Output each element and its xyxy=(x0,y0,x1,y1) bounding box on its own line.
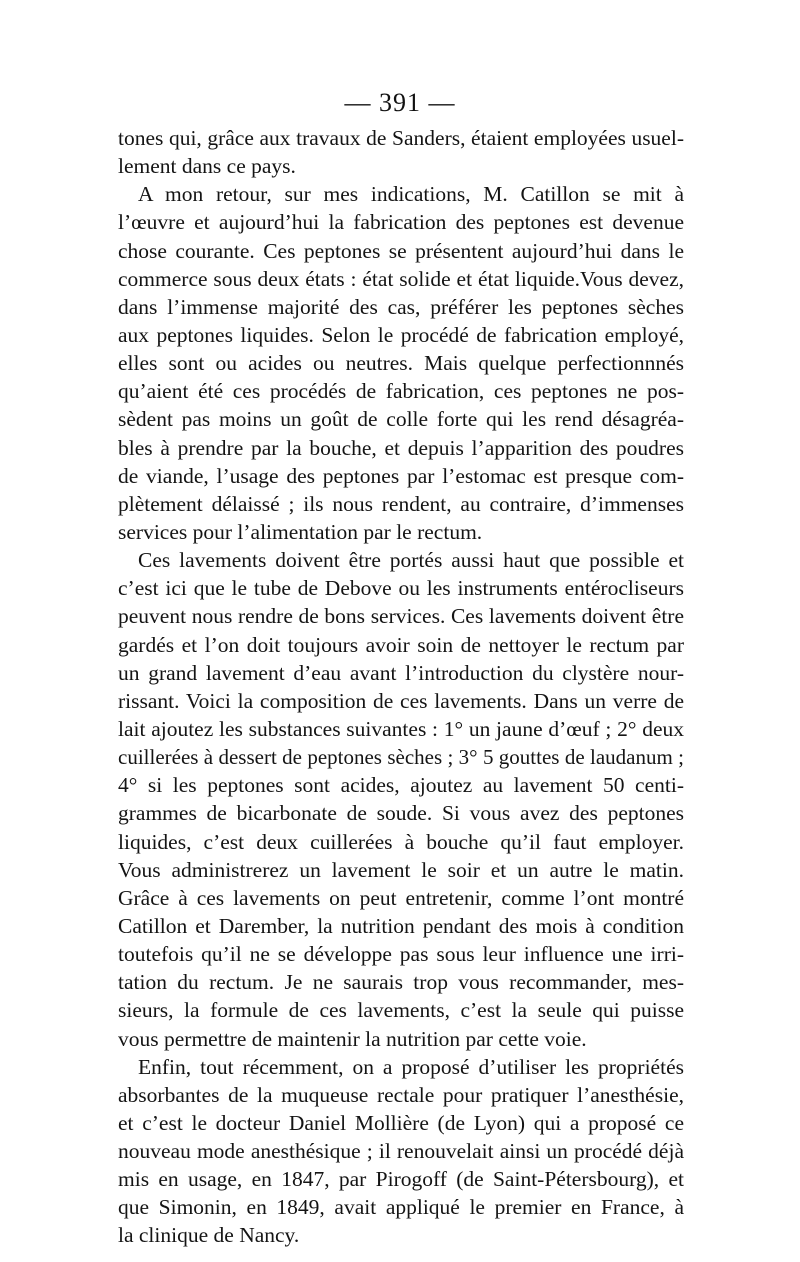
text-line: liquides, c’est deux cuillerées à bouche qu’il faut employer. xyxy=(118,829,684,854)
text-line: lement dans ce pays. xyxy=(118,154,296,179)
text-line: commerce sous deux états : état solide et état liquide.Vous devez, xyxy=(118,266,684,291)
text-line: bles à prendre par la bouche, et depuis l’apparition des poudres xyxy=(118,435,684,460)
text-line: un grand lavement d’eau avant l’introduction du clystère nour- xyxy=(118,660,684,685)
text-line: vous permettre de maintenir la nutrition par cette voie. xyxy=(118,1026,587,1051)
text-line: A mon retour, sur mes indications, M. Catillon se mit à xyxy=(138,182,684,207)
text-line: Ces lavements doivent être portés aussi haut que possible et xyxy=(138,548,684,573)
text-line: lait ajoutez les substances suivantes : 1° un jaune d’œuf ; 2° deux xyxy=(118,716,684,741)
text-line: dans l’immense majorité des cas, préférer les peptones sèches xyxy=(118,294,684,319)
body-text xyxy=(118,124,684,1250)
text-line: peuvent nous rendre de bons services. Ces lavements doivent être xyxy=(118,604,684,629)
text-line: Catillon et Darember, la nutrition pendant des mois à condition xyxy=(118,913,684,938)
text-line: Grâce à ces lavements on peut entretenir, comme l’ont montré xyxy=(118,885,684,910)
text-line: grammes de bicarbonate de soude. Si vous avez des peptones xyxy=(118,801,684,826)
text-line: Vous administrerez un lavement le soir et un autre le matin. xyxy=(118,857,684,882)
text-line: mis en usage, en 1847, par Pirogoff (de Saint-Pétersbourg), et xyxy=(118,1167,684,1192)
text-line: 4° si les peptones sont acides, ajoutez au lavement 50 centi- xyxy=(118,773,684,798)
text-line: chose courante. Ces peptones se présentent aujourd’hui dans le xyxy=(118,238,684,263)
text-line: gardés et l’on doit toujours avoir soin de nettoyer le rectum par xyxy=(118,632,684,657)
text-line: que Simonin, en 1849, avait appliqué le premier en France, à xyxy=(118,1195,684,1220)
text-line: nouveau mode anesthésique ; il renouvelait ainsi un procédé déjà xyxy=(118,1139,684,1164)
text-line: la clinique de Nancy. xyxy=(118,1223,300,1248)
text-line: elles sont ou acides ou neutres. Mais quelque perfectionnnés xyxy=(118,351,684,376)
text-line: l’œuvre et aujourd’hui la fabrication des peptones est devenue xyxy=(118,210,684,235)
text-line: Enfin, tout récemment, on a proposé d’utiliser les propriétés xyxy=(138,1054,684,1079)
text-line: qu’aient été ces procédés de fabrication, ces peptones ne pos- xyxy=(118,379,684,404)
text-line: sieurs, la formule de ces lavements, c’est la seule qui puisse xyxy=(118,998,684,1023)
text-line: aux peptones liquides. Selon le procédé de fabrication employé, xyxy=(118,322,684,347)
text-line: plètement délaissé ; ils nous rendent, au contraire, d’immenses xyxy=(118,491,684,516)
text-line: toutefois qu’il ne se développe pas sous leur influence une irri- xyxy=(118,942,684,967)
text-line: tones qui, grâce aux travaux de Sanders, étaient employées usuel- xyxy=(118,126,684,150)
text-line: sèdent pas moins un goût de colle forte qui les rend désagréa- xyxy=(118,407,684,432)
text-line: c’est ici que le tube de Debove ou les instruments entérocliseurs xyxy=(118,576,684,601)
text-line: et c’est le docteur Daniel Mollière (de Lyon) qui a proposé ce xyxy=(118,1110,684,1135)
text-line: absorbantes de la muqueuse rectale pour pratiquer l’anesthésie, xyxy=(118,1082,684,1107)
text-line: de viande, l’usage des peptones par l’estomac est presque com- xyxy=(118,463,684,488)
text-line: rissant. Voici la composition de ces lavements. Dans un verre de xyxy=(118,688,684,713)
text-line: services pour l’alimentation par le rectum. xyxy=(118,519,483,544)
text-line: tation du rectum. Je ne saurais trop vous recommander, mes- xyxy=(118,970,684,995)
text-line: cuillerées à dessert de peptones sèches ; 3° 5 gouttes de laudanum ; xyxy=(118,745,684,770)
page-number: — 391 — xyxy=(344,88,456,117)
